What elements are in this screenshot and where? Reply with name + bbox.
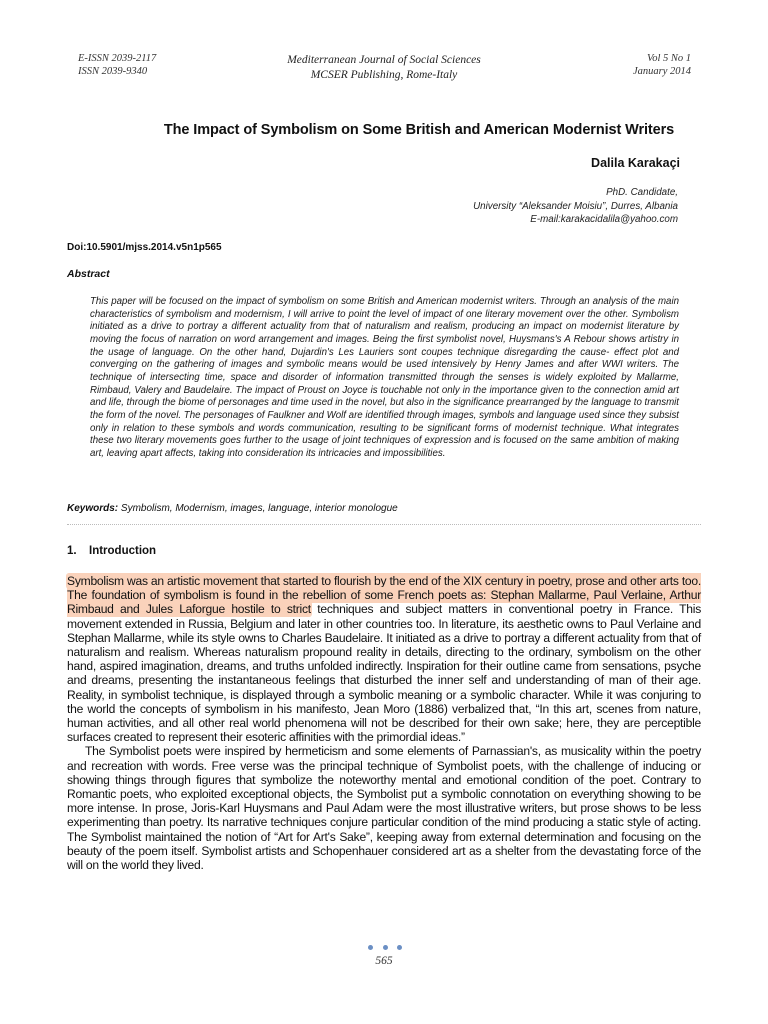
section-divider xyxy=(67,524,701,525)
dot-icon xyxy=(368,945,373,950)
section-number: 1. xyxy=(67,545,77,557)
journal-volume: Vol 5 No 1 xyxy=(646,53,691,64)
author-affiliation xyxy=(473,186,678,227)
abstract-heading: Abstract xyxy=(67,268,110,280)
author-university: University “Aleksander Moisiu”, Durres, Albania xyxy=(473,200,678,212)
journal-issue-block xyxy=(633,52,691,78)
journal-name: Mediterranean Journal of Social Sciences xyxy=(287,54,481,66)
paper-title: The Impact of Symbolism on Some British and American Modernist Writers xyxy=(163,122,675,138)
doi[interactable]: Doi:10.5901/mjss.2014.v5n1p565 xyxy=(67,242,222,253)
journal-issn-block xyxy=(78,52,156,78)
page-indicator-dots xyxy=(368,945,402,953)
paragraph-text: techniques and subject matters in conventional poetry in France. This movement extended in Russia, Belgium and later in other countries too. In literature, its aesthetic owns to Paul Verlaine and Stephan Mallarme, while its style owns to Charles Baudelaire. It initiated as a drive to portray a different actuality from that of naturalism and realism. Whereas naturalism propound reality in details, directing to the ordinary, symbolism on the other hand, aspired imagination, dreams, and truths unfolded indirectly. Inspiration for their outline came from sensations, psyche and dreams, presenting the instantaneous feelings that disturbed the inner self and understanding of man of their age. Reality, in symbolist technique, is displayed through a symbolic meaning or a symbolic character. While it was conjuring to the world the concepts of symbolism in his manifesto, Jean Moro (1886) verbalized that, “In this art, scenes from nature, human activities, and all other real world phenomena will not be described for their own sake; here, they are perceptible surfaces created to represent their esoteric affinities with the primordial ideas.” xyxy=(67,602,701,745)
highlighted-text[interactable]: Symbolism was an artistic movement that started to flourish by the end of the XIX century in poetry, prose and other arts too. The foundation of symbolism is found in the rebellion of some French poets as: Stephan Mallarme, Paul Verlaine, Arthur Rimbaud and Jules Laforgue hostile to strict xyxy=(67,574,701,617)
journal-publisher: MCSER Publishing, Rome-Italy xyxy=(310,69,458,81)
author-email[interactable]: E-mail:karakacidalila@yahoo.com xyxy=(530,214,678,225)
abstract-text: This paper will be focused on the impact of symbolism on some British and American modernist writers. Through an analysis of the main characteristics of symbolism and modernism, I will arrive to point the level of impact of one literary movement over the other. Symbolism initiated as a drive to portray a different actuality from that of naturalism and realism, producing an impact on modernist literature by moving the focus of narration on word arrangement and images. Being the first symbolist novel, Huysmans's A Rebour shows artistry in the usage of language. On the other hand, Dujardin's Les Lauriers sont coupes technique disregarding the cause- effect plot and converging on the gathering of images and symbolic means would be used intensively by Henry James and after WWI writers. The technique of intersecting time, space and disorder of information transmitted through the senses is widely exploited by Mallarme, Rimbaud, Valery and Baudelaire. The impact of Proust on Joyce is touchable not only in the importance given to the connection amid art and life, through the biome of personages and time used in the novel, but also in the significance prearranged by the language to transmit the form of the novel. The personages of Faulkner and Wolf are identified through images, symbols and language used since they subsist only in relation to these symbols and words communication, resulting to be significant forms of modernist technique. What integrates these two literary movements goes further to the usage of joint techniques of expression and is focused on the same ambition of making art, leaving apart affects, taking into consideration its intricacies and impossibilities. xyxy=(90,296,679,459)
paragraph: The Symbolist poets were inspired by hermeticism and some elements of Parnassian's, as musicality within the poetry and recreation with words. Free verse was the principal technique of Symbolist poets, with the challenge of inducing or showing things through figures that symbolize the noteworthy mental and emotional condition of the poet. Contrary to Romantic poets, who exploited exceptional objects, the Symbolist put a symbolic connotation on everything showing to be more intense. In prose, Joris-Karl Huysmans and Paul Adam were the most illustrative writers, but prose shows to be less experimenting than poetry. Its narrative techniques conjure particular condition of the mind producing a static style of acting. The Symbolist maintained the notion of “Art for Art's Sake”, keeping away from external determination and focusing on the beauty of the poem itself. Symbolist artists and Schopenhauer considered art as a shelter from the devastating force of the will on the world they lived. xyxy=(67,744,701,873)
author-name: Dalila Karakaçi xyxy=(591,156,680,170)
body-text xyxy=(67,574,701,872)
dot-icon xyxy=(383,945,388,950)
page-number: 565 xyxy=(375,955,393,967)
keywords-label: Keywords: xyxy=(67,503,119,514)
section-heading xyxy=(67,545,156,557)
keywords xyxy=(67,503,398,514)
issn: ISSN 2039-9340 xyxy=(78,66,148,77)
author-position: PhD. Candidate, xyxy=(606,187,678,198)
eissn: E-ISSN 2039-2117 xyxy=(78,53,157,64)
journal-header xyxy=(200,53,568,83)
section-title: Introduction xyxy=(89,545,157,557)
keywords-text: Symbolism, Modernism, images, language, interior monologue xyxy=(118,503,398,514)
paragraph xyxy=(67,574,701,744)
dot-icon xyxy=(397,945,402,950)
journal-date: January 2014 xyxy=(632,66,691,77)
